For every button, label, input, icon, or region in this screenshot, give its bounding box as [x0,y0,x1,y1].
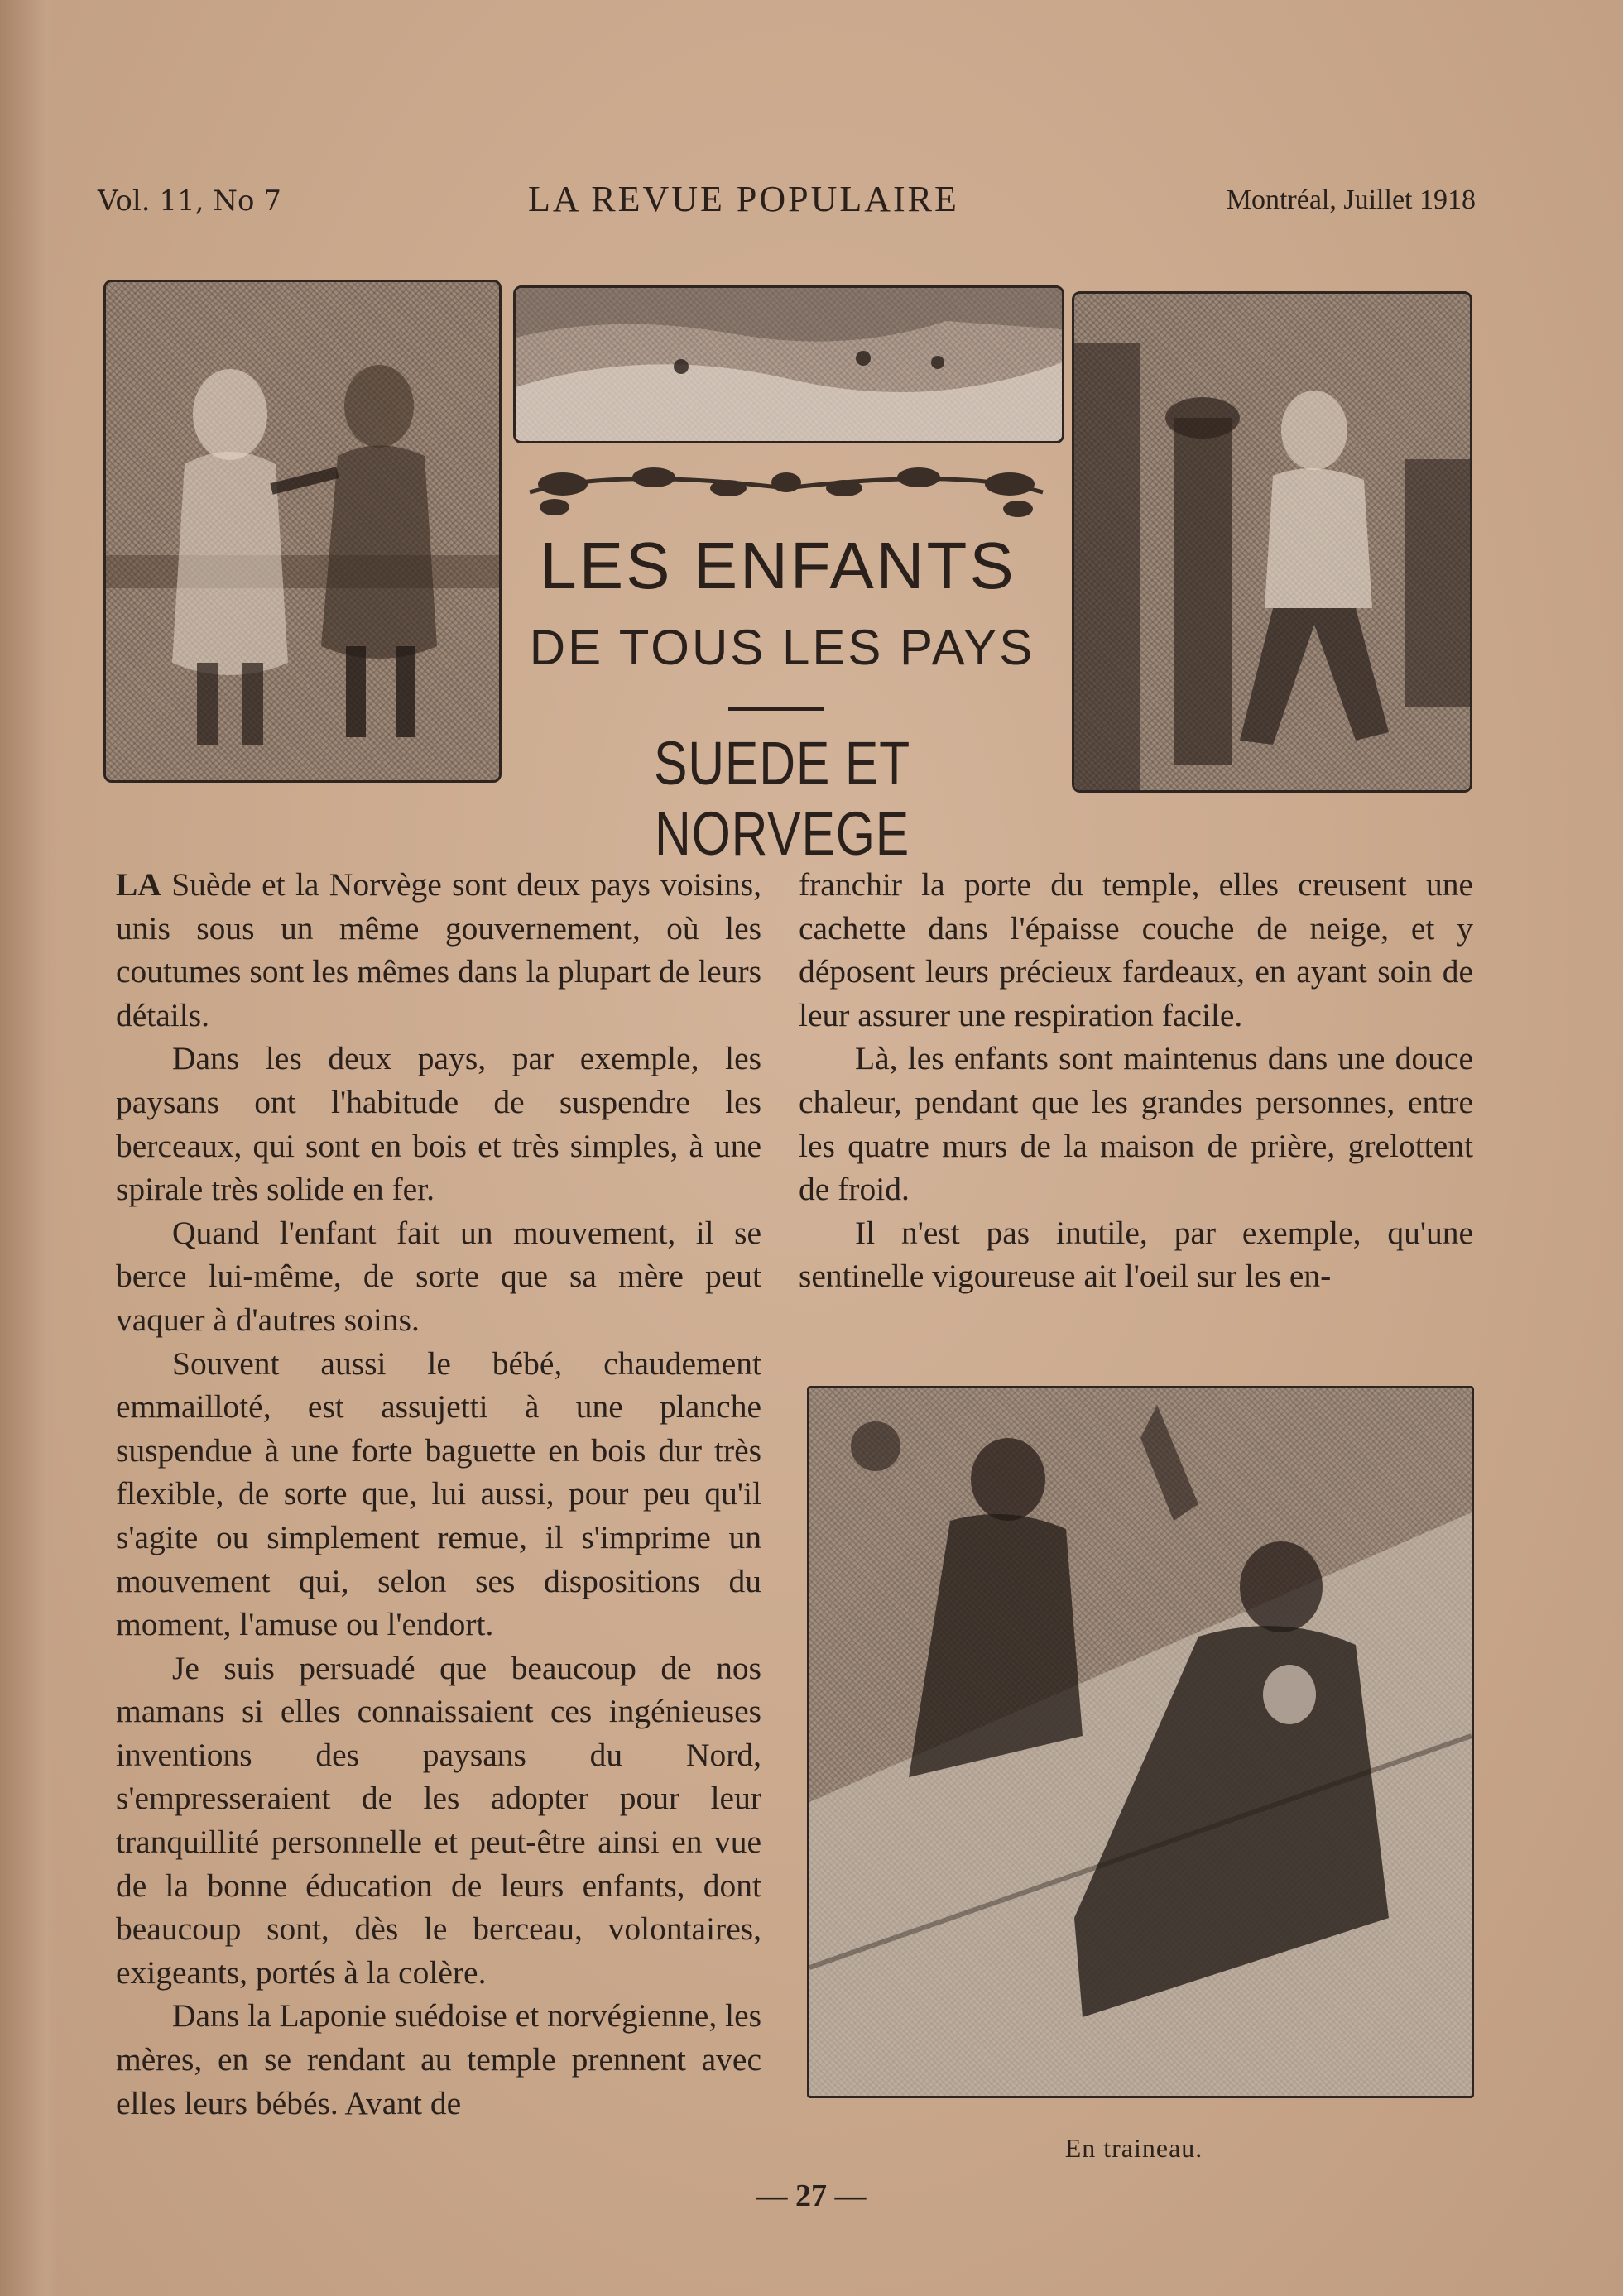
drop-cap: LA [116,866,161,903]
paragraph: Quand l'enfant fait un mouvement, il se berce lui-même, de sorte que sa mère peut vaquer à d'autres soins. [116,1214,761,1338]
illustration-sled-ride [807,1386,1474,2098]
binding-gutter [0,0,58,2296]
article-title-line2: DE TOUS LES PAYS [529,620,1035,675]
paragraph: Il n'est pas inutile, par exemple, qu'une sentinelle vigoureuse ait l'oeil sur les en- [799,1214,1473,1295]
paragraph: franchir la porte du temple, elles creusent une cachette dans l'épaisse couche de neige, et y déposent leurs précieux fardeaux, en ayant soin de leur assurer une respiration facile. [799,866,1473,1033]
illustration-snow-landscape [513,285,1064,443]
text-column-right [799,863,1473,1298]
article-subtitle: SUEDE ET NORVEGE [653,729,911,868]
paragraph: Là, les enfants sont maintenus dans une douce chaleur, pendant que les grandes personnes, entre les quatre murs de la maison de prière, grelottent de froid. [799,1040,1473,1208]
issue-date: Montréal, Juillet 1918 [1226,185,1476,215]
volume-number: Vol. 11, No 7 [98,185,281,218]
paragraph: Dans les deux pays, par exemple, les paysans ont l'habitude de suspendre les berceaux, qui sont en bois et très simples, à une spirale très solide en fer. [116,1040,761,1208]
illustration-boy-by-post [1072,291,1472,793]
title-divider [728,707,824,711]
paragraph: Souvent aussi le bébé, chaudement emmailloté, est assujetti à une planche suspendue à une forte baguette en bois dur très flexible, de sorte que, lui aussi, pour peu qu'il s'agite ou simplement remue, il s'imprime un mouvement qui, selon ses dispositions du moment, l'amuse ou l'endort. [116,1345,761,1643]
paragraph: Je suis persuadé que beaucoup de nos mamans si elles connaissaient ces ingénieuses inventions des paysans du Nord, s'empresseraient de les adopter pour leur tranquillité personnelle et peut-être ainsi en vue de la bonne éducation de leurs enfants, dont beaucoup sont, dès le berceau, volontaires, exigeants, portés à la colère. [116,1649,761,1991]
floral-ornament-icon [513,443,1059,534]
running-header [98,178,1476,228]
figure-caption: En traineau. [1064,2133,1203,2163]
illustration-children-playing [103,280,502,783]
publication-title: LA REVUE POPULAIRE [528,179,959,219]
paragraph: LA Suède et la Norvège sont deux pays voisins, unis sous un même gouvernement, où les coutumes sont les mêmes dans la plupart de leurs détails. [116,866,761,1033]
page-number: — 27 — [756,2179,867,2213]
article-title-line1: LES ENFANTS [540,529,1016,602]
paragraph: Dans la Laponie suédoise et norvégienne, les mères, en se rendant au temple prennent avec elles leurs bébés. Avant de [116,1997,761,2121]
text-column-left [116,863,761,2125]
